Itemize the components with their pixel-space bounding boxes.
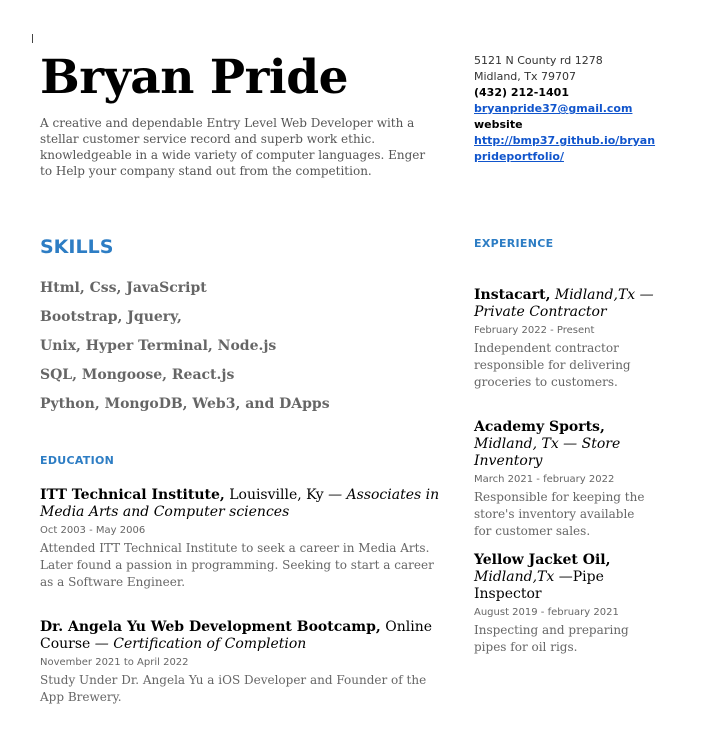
experience-entry	[474, 552, 654, 656]
resume-name: Bryan Pride	[40, 50, 349, 105]
entry-dates: February 2022 - Present	[474, 325, 595, 336]
experience-entry	[474, 419, 654, 540]
entry-role-tail: —Pipe Inspector	[474, 569, 604, 602]
entry-description: Attended ITT Technical Institute to seek a career in Media Arts. Later found a passion in programming. Seeking to start a career as a Software Engineer.	[40, 541, 434, 589]
education-entry	[40, 487, 440, 591]
experience-heading: EXPERIENCE	[474, 237, 554, 250]
skill-item: Html, Css, JavaScript	[40, 280, 207, 296]
entry-org: Instacart,	[474, 287, 551, 303]
skills-heading: SKILLS	[40, 236, 114, 258]
entry-description: Independent contractor responsible for delivering groceries to customers.	[474, 341, 631, 389]
email-link[interactable]: bryanpride37@gmail.com	[474, 102, 633, 115]
entry-org: Dr. Angela Yu Web Development Bootcamp,	[40, 619, 381, 635]
entry-location: Online Course	[40, 619, 432, 652]
education-heading: EDUCATION	[40, 454, 115, 467]
entry-description: Inspecting and preparing pipes for oil rigs.	[474, 623, 629, 654]
entry-role: — Certification of Completion	[94, 636, 307, 652]
entry-dates: Oct 2003 - May 2006	[40, 525, 146, 536]
address-line-1: 5121 N County rd 1278	[474, 54, 603, 67]
skill-item: Bootstrap, Jquery,	[40, 309, 182, 325]
entry-role: — Associates in Media Arts and Computer sciences	[40, 487, 440, 520]
website-link[interactable]: http://bmp37.github.io/bryanprideportfolio/	[474, 134, 656, 163]
entry-title	[474, 419, 654, 470]
entry-title	[474, 552, 654, 603]
entry-org: Yellow Jacket Oil,	[474, 552, 611, 568]
entry-title	[40, 619, 440, 653]
address-line-2: Midland, Tx 79707	[474, 70, 576, 83]
entry-org: ITT Technical Institute,	[40, 487, 225, 503]
education-entry	[40, 619, 440, 706]
skill-item: SQL, Mongoose, React.js	[40, 367, 235, 383]
entry-title	[474, 287, 654, 321]
contact-block	[474, 53, 674, 165]
entry-title	[40, 487, 440, 521]
experience-entry	[474, 287, 654, 391]
entry-dates: March 2021 - february 2022	[474, 474, 615, 485]
entry-role: Midland,Tx — Private Contractor	[474, 287, 654, 320]
entry-dates: August 2019 - february 2021	[474, 607, 619, 618]
entry-description: Study Under Dr. Angela Yu a iOS Developer and Founder of the App Brewery.	[40, 673, 427, 704]
entry-location: Louisville, Ky	[224, 487, 324, 503]
entry-org: Academy Sports,	[474, 419, 605, 435]
summary-paragraph: A creative and dependable Entry Level Web Developer with a stellar customer service record and superb work ethic. knowledgeable in a wide variety of computer languages. Enger to Help your company stand out from the competition.	[40, 116, 426, 178]
website-label: website	[474, 118, 523, 131]
entry-dates: November 2021 to April 2022	[40, 657, 189, 668]
text-cursor	[32, 34, 33, 43]
phone-number: (432) 212-1401	[474, 86, 569, 99]
entry-role: Midland,Tx	[474, 569, 555, 585]
skills-list	[40, 279, 330, 424]
skill-item: Unix, Hyper Terminal, Node.js	[40, 338, 277, 354]
entry-description: Responsible for keeping the store's inventory available for customer sales.	[474, 490, 645, 538]
skill-item: Python, MongoDB, Web3, and DApps	[40, 396, 330, 412]
entry-role: Midland, Tx — Store Inventory	[474, 436, 621, 469]
